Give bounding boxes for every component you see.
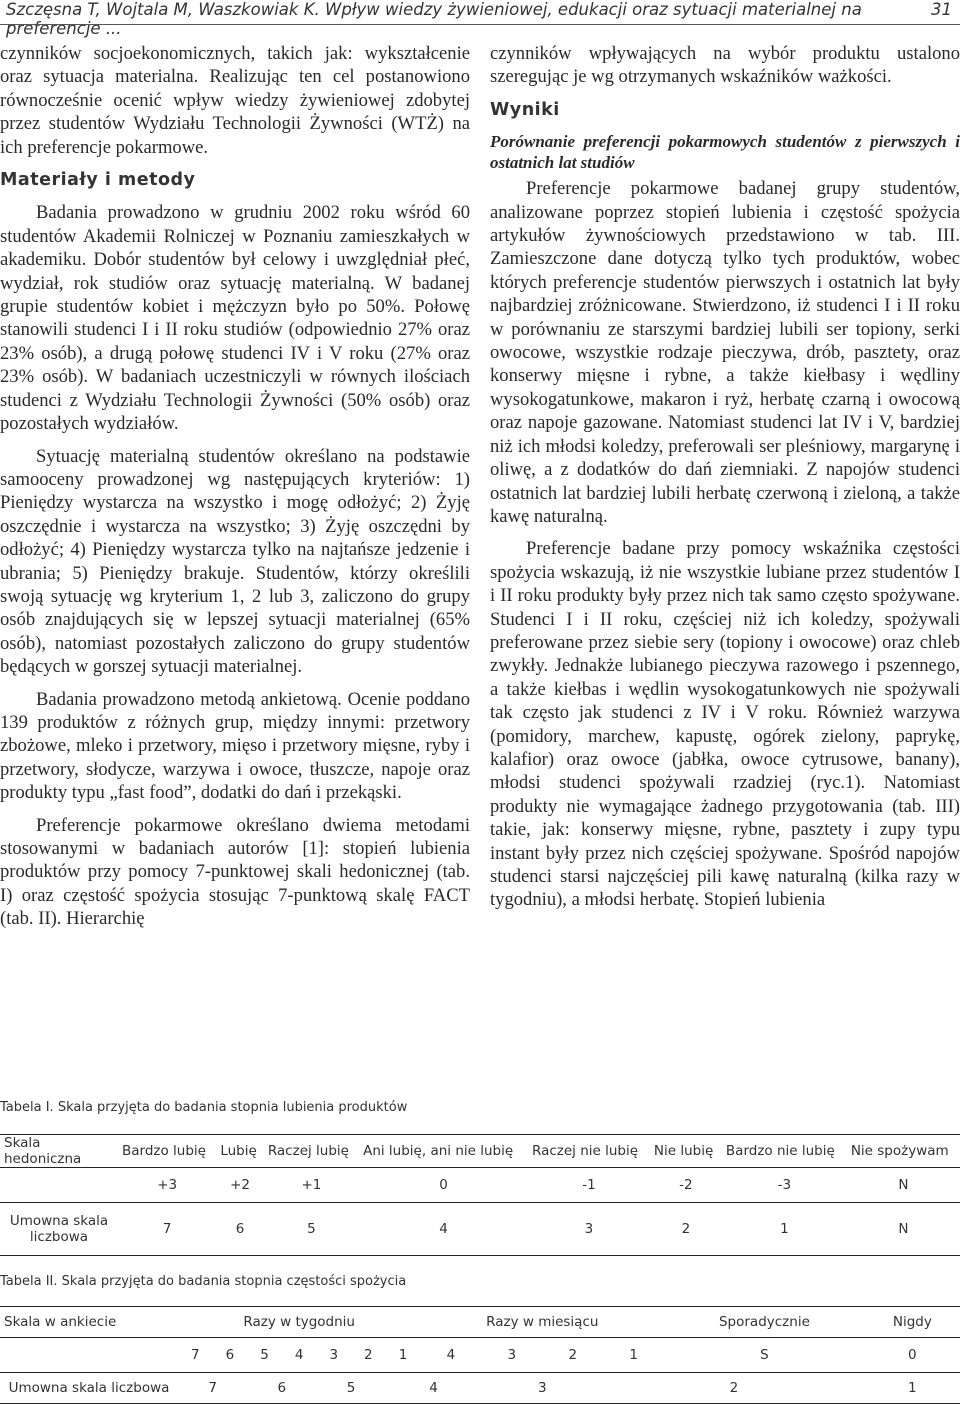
subsection-heading: Porównanie preferencji pokarmowych studentów z pierwszych i ostatnich lat studiów xyxy=(490,132,960,173)
table-cell: Umowna skala liczbowa xyxy=(0,1373,178,1404)
paragraph: czynników wpływających na wybór produktu ustalono szeregując je wg otrzymanych wskaźników ważkości. xyxy=(490,43,960,88)
table-cell: 1 xyxy=(629,1347,639,1363)
table-row xyxy=(0,1338,960,1373)
paragraph: Badania prowadzono w grudniu 2002 roku wśród 60 studentów Akademii Rolniczej w Poznaniu zamieszkałych w akademiku. Dobór studentów był celowy i uwzględniał płeć, wydział, rok studiów oraz sytuację materialną. W badanej grupie studentów kobiet i mężczyzn było po 50%. Połowę stanowili studenci I i II roku studiów (odpowiednio 27% oraz 23% osób), a drugą połowę studenci IV i V roku (27% oraz 23% osób). W badaniach uczestniczyli w równych ilościach studenci z Wydziału Technologii Żywności (50% osób) oraz pozostałych wydziałów. xyxy=(0,202,470,435)
table-cell: 3 xyxy=(528,1203,650,1256)
table-cell: 1 xyxy=(722,1203,847,1256)
table-cell: -1 xyxy=(582,1177,596,1193)
right-column xyxy=(490,42,960,921)
section-heading-methods: Materiały i metody xyxy=(0,170,196,191)
table-cell: 5 xyxy=(316,1373,385,1404)
table-cell: 2 xyxy=(650,1203,722,1256)
table-cell: 3 xyxy=(481,1373,603,1404)
table-cell: +3 xyxy=(157,1177,178,1193)
table-cell: 0 xyxy=(439,1177,448,1193)
table-cell: 5 xyxy=(260,1347,269,1363)
table2-caption: Tabela II. Skala przyjęta do badania stopnia częstości spożycia xyxy=(0,1274,407,1289)
table-cell: 5 xyxy=(264,1203,359,1256)
table-cell: Nie spożywam xyxy=(847,1135,960,1168)
table-row xyxy=(0,1168,960,1203)
table-cell: Nigdy xyxy=(865,1307,960,1338)
table-row xyxy=(0,1373,960,1404)
table-cell: 7 xyxy=(191,1347,200,1363)
table-cell: 6 xyxy=(216,1203,264,1256)
hedonic-scale-table xyxy=(0,1134,960,1256)
table-cell: S xyxy=(760,1347,769,1363)
table-cell: N xyxy=(898,1177,909,1193)
table-cell: +1 xyxy=(301,1177,322,1193)
running-header xyxy=(6,0,952,38)
section-heading-results: Wyniki xyxy=(490,99,560,120)
table-cell: 4 xyxy=(359,1203,528,1256)
table-cell: +2 xyxy=(230,1177,251,1193)
table-cell: Bardzo nie lubię xyxy=(722,1135,847,1168)
table-cell: Umowna skala liczbowa xyxy=(0,1203,118,1256)
table-cell: Lubię xyxy=(216,1135,264,1168)
table-cell: 4 xyxy=(294,1347,304,1363)
table-cell: -2 xyxy=(679,1177,693,1193)
frequency-scale-table xyxy=(0,1306,960,1404)
table-cell: 4 xyxy=(446,1347,456,1363)
paragraph: Preferencje badane przy pomocy wskaźnika częstości spożycia wskazują, iż nie wszystkie lubiane przez studentów I i II roku produkty były przez nich tak samo często spożywane. Studenci I i II roku, częściej niż ich koledzy, spożywali preferowane przez siebie sery (topiony i owocowe) oraz chleb zwykły. Jednakże lubianego pieczywa razowego i pszennego, a także kiełbas i wędlin wysokogatunkowych nie spożywali tak często jak studenci z IV i V roku. Również warzywa (pomidory, marchew, kapustę, ogórek zielony, paprykę, kalafior) oraz owoce (jabłka, owoce cytrusowe, banany), młodsi studenci spożywali rzadziej (ryc.1). Natomiast produkty nie wymagające żadnego przygotowania (tab. III) takie, jak: konserwy mięsne, rybne, pasztety i zupy typu instant były przez nich częściej spożywane. Spośród napojów studenci starsi najczęściej pili kawę naturalną (kilka razy w tygodniu), a młodsi herbatę. Stopień lubienia xyxy=(490,538,960,911)
table-cell: 6 xyxy=(247,1373,316,1404)
table-header-row xyxy=(0,1135,960,1168)
table-cell: Bardzo lubię xyxy=(118,1135,216,1168)
table-cell: N xyxy=(847,1203,960,1256)
table-cell: Raczej nie lubię xyxy=(528,1135,650,1168)
paragraph: Badania prowadzono metodą ankietową. Ocenie poddano 139 produktów z różnych grup, między innymi: przetwory zbożowe, mleko i przetwory, mięso i przetwory mięsne, ryby i przetwory, słodycze, warzywa i owoce, tłuszcze, napoje oraz produkty typu „fast food”, dodatki do dań i przekąski. xyxy=(0,688,470,804)
table-cell: Nie lubię xyxy=(650,1135,722,1168)
running-title: Szczęsna T, Wojtala M, Waszkowiak K. Wpływ wiedzy żywieniowej, edukacji oraz sytuacji materialnej na preferencje ... xyxy=(6,0,862,38)
table-cell: -3 xyxy=(777,1177,792,1193)
table-cell xyxy=(0,1338,178,1373)
table-cell: 3 xyxy=(329,1347,339,1363)
table-cell: 1 xyxy=(398,1347,408,1363)
paragraph: Preferencje pokarmowe określano dwiema metodami stosowanymi w badaniach autorów [1]: stopień lubienia produktów przy pomocy 7-punktowej skali hedonicznej (tab. I) oraz częstość spożycia stosując 7-punktową skalę FACT (tab. II). Hierarchię xyxy=(0,814,470,930)
paragraph: czynników socjoekonomicznych, takich jak: wykształcenie oraz sytuacja materialna. Realizując ten cel postanowiono równocześnie ocenić wpływ wiedzy żywieniowej zdobytej przez studentów Wydziału Technologii Żywności (WTŻ) na ich preferencje pokarmowe. xyxy=(0,43,470,158)
table-cell: 2 xyxy=(568,1347,578,1363)
table-cell: Razy w tygodniu xyxy=(178,1307,420,1338)
paragraph: Sytuację materialną studentów określano na podstawie samooceny prowadzonej wg następujących kryteriów: 1) Pieniędzy wystarcza na wszystko i mogę odłożyć; 2) Żyję oszczędnie i wystarcza na wszystko; 3) Żyję oszczędni by odłożyć; 4) Pieniędzy wystarcza tylko na najtańsze jedzenie i ubrania; 5) Pieniędzy brakuje. Studentów, którzy określili swoją sytuację wg kryterium 1, 2 lub 3, zaliczono do grupy osób znajdujących się w lepszej sytuacji materialnej (65% osób), natomiast pozostałych zaliczono do grupy studentów będących w gorszej sytuacji materialnej. xyxy=(0,445,470,678)
table-header-row xyxy=(0,1307,960,1338)
left-column xyxy=(0,42,470,940)
table-cell: Razy w miesiącu xyxy=(420,1307,664,1338)
table-cell: 2 xyxy=(603,1373,864,1404)
table-cell: 6 xyxy=(225,1347,235,1363)
table-cell: 1 xyxy=(865,1373,960,1404)
table-row xyxy=(0,1203,960,1256)
table-cell: 2 xyxy=(364,1347,373,1363)
table-cell: Sporadycznie xyxy=(664,1307,864,1338)
table-cell: 7 xyxy=(178,1373,247,1404)
table-cell: Ani lubię, ani nie lubię xyxy=(359,1135,528,1168)
paragraph: Preferencje pokarmowe badanej grupy studentów, analizowane poprzez stopień lubienia i częstość spożycia artykułów żywnościowych przedstawiono w tab. III. Zamieszczone dane dotyczą tylko tych produktów, wobec których preferencje studentów pierwszych i ostatnich lat były najbardziej zróżnicowane. Stwierdzono, iż studenci I i II roku w porównaniu ze starszymi bardziej lubili ser topiony, serki owocowe, wszystkie rodzaje pieczywa, drób, pasztety, oraz konserwy mięsne i rybne, a także kiełbasy i wędliny wysokogatunkowe, makaron i ryż, herbatę czarną i owocową oraz napoje gazowane. Natomiast studenci lat IV i V, bardziej niż ich młodsi koledzy, preferowali ser pleśniowy, margarynę i oliwę, a z dodatków do dań ziemniaki. Z napojów studenci ostatnich lat bardziej lubili herbatę czerwoną i zieloną, a także kawę naturalną. xyxy=(490,178,960,527)
table-cell: 4 xyxy=(386,1373,482,1404)
header-rule xyxy=(0,24,960,25)
table-cell: 3 xyxy=(507,1347,517,1363)
table-cell: 7 xyxy=(118,1203,216,1256)
page-number: 31 xyxy=(931,0,952,19)
table-cell: Skala hedoniczna xyxy=(0,1135,118,1168)
table-cell: Raczej lubię xyxy=(264,1135,359,1168)
table-cell: Skala w ankiecie xyxy=(0,1307,178,1338)
table-cell: 0 xyxy=(908,1347,917,1363)
table1-caption: Tabela I. Skala przyjęta do badania stopnia lubienia produktów xyxy=(0,1100,408,1115)
table-cell xyxy=(0,1168,118,1203)
